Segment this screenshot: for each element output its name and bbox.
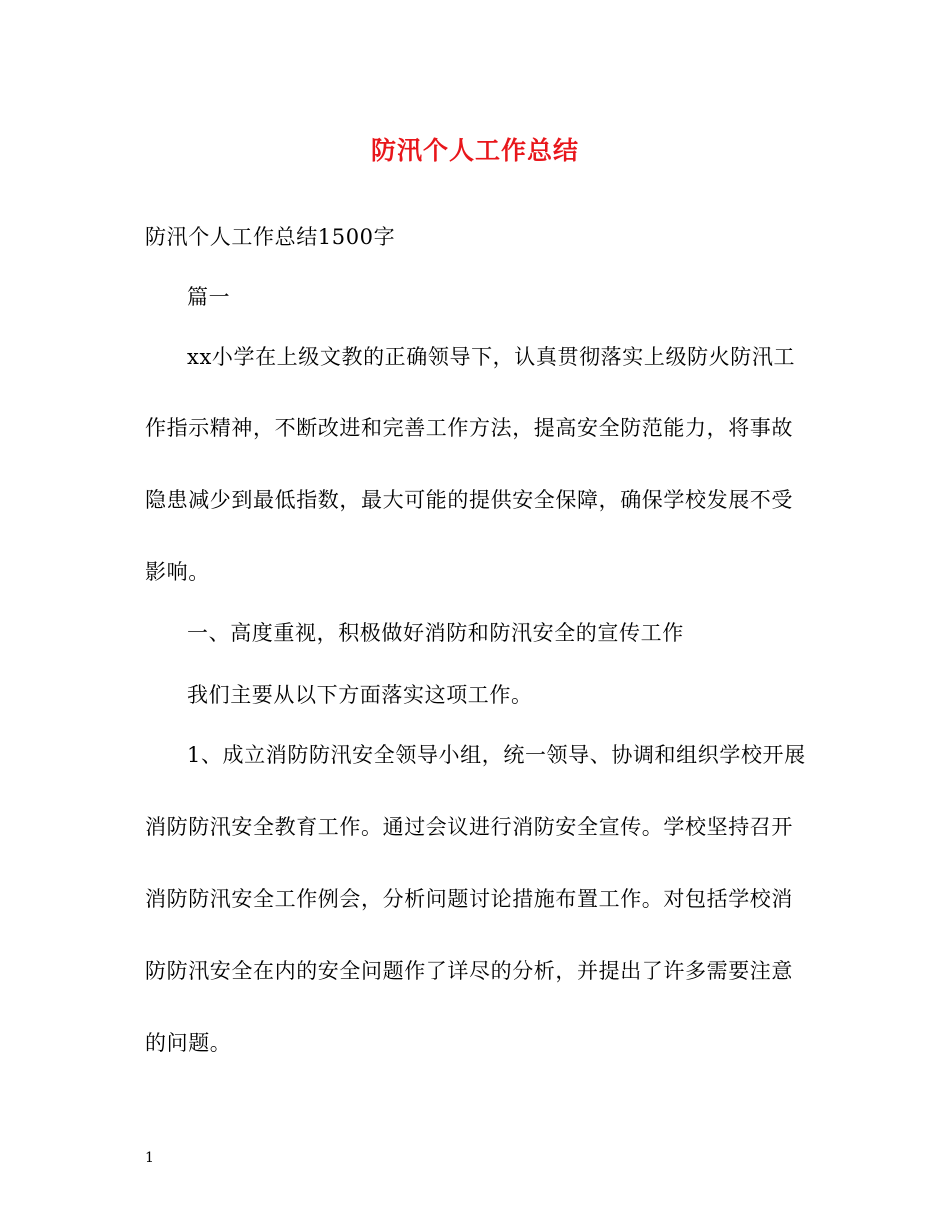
document-title: 防汛个人工作总结 [370, 136, 579, 165]
document-subtitle: 防汛个人工作总结1500字 [145, 225, 396, 249]
item1-line3: 消防防汛安全工作例会，分析问题讨论措施布置工作。对包括学校消 [145, 887, 793, 911]
item1-line4: 防防汛安全在内的安全问题作了详尽的分析，并提出了许多需要注意 [145, 959, 793, 983]
section-label: 篇一 [187, 285, 231, 309]
item1-line2: 消防防汛安全教育工作。通过会议进行消防安全宣传。学校坚持召开 [145, 815, 793, 839]
section-heading-1: 一、高度重视，积极做好消防和防汛安全的宣传工作 [187, 621, 684, 645]
paragraph1-line1: xx小学在上级文教的正确领导下，认真贯彻落实上级防火防汛工 [187, 345, 796, 369]
paragraph1-line2: 作指示精神，不断改进和完善工作方法，提高安全防范能力，将事故 [145, 416, 793, 440]
intro-paragraph: 我们主要从以下方面落实这项工作。 [187, 683, 533, 707]
paragraph1-line4: 影响。 [145, 560, 210, 584]
item1-line5: 的问题。 [145, 1031, 232, 1055]
item1-line1: 1、成立消防防汛安全领导小组，统一领导、协调和组织学校开展 [187, 743, 806, 767]
page-number: 1 [145, 1150, 154, 1166]
paragraph1-line3: 隐患减少到最低指数，最大可能的提供安全保障，确保学校发展不受 [145, 488, 793, 512]
